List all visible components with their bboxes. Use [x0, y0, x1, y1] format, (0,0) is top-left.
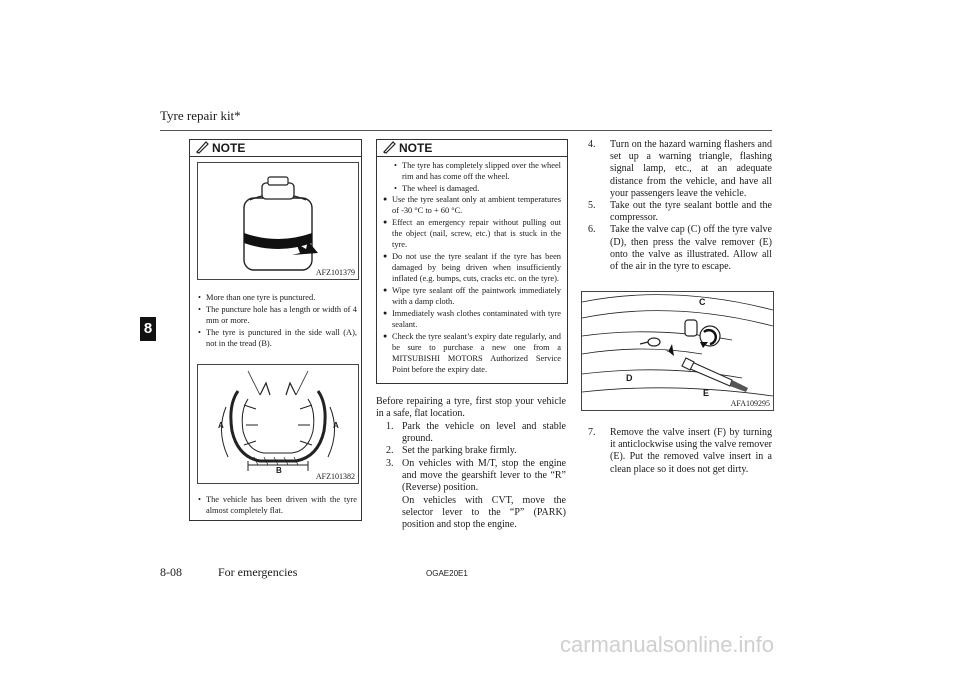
- list-item: ● Wipe tyre sealant off the paintwork immediately with a damp cloth.: [383, 285, 561, 307]
- list-item: ● Check the tyre sealant’s expiry date regularly, and be sure to purchase a new one from a MITSUBISHI MOTORS Authorized Service Point before the expiry date.: [383, 331, 561, 375]
- note-pencil-icon: [196, 141, 209, 157]
- watermark-text: carmanualsonline.info: [560, 632, 775, 657]
- list-item: • The puncture hole has a length or width of 4 mm or more.: [197, 304, 357, 326]
- note-label: NOTE: [212, 141, 246, 155]
- label-c: C: [699, 297, 706, 307]
- label-d: D: [626, 373, 633, 383]
- label-e: E: [703, 388, 710, 398]
- note2-dot-items: [383, 194, 561, 376]
- header-rule: [160, 130, 772, 131]
- intro-paragraph: Before repairing a tyre, first stop your vehicle in a safe, flat location.: [376, 396, 566, 420]
- step3-extra: On vehicles with CVT, move the selector lever to the “P” (PARK) position and stop the engine.: [402, 495, 566, 531]
- step-item: 3. On vehicles with M/T, stop the engine and move the gearshift lever to the “R” (Reverse) position.: [386, 457, 566, 494]
- label-b: B: [276, 466, 282, 475]
- steps-right-b: [584, 427, 772, 476]
- note-header: [377, 140, 567, 157]
- label-a-left: A: [218, 421, 224, 430]
- footer-page-number: 8-08: [160, 565, 182, 579]
- list-item: ● Use the tyre sealant only at ambient temperatures of -30 °C to + 60 °C.: [383, 194, 561, 216]
- step-item: 6. Take the valve cap (C) off the tyre valve (D), then press the valve remover (E) onto the valve as illustrated. Allow all of the air in the tyre to escape.: [588, 224, 772, 273]
- list-item: • The tyre is punctured in the side wall (A), not in the tread (B).: [197, 327, 357, 349]
- figure-valve: [581, 291, 774, 411]
- footer-doc-code: OGAE20E1: [426, 569, 468, 578]
- list-item: • The wheel is damaged.: [393, 183, 561, 194]
- step-item: 5. Take out the tyre sealant bottle and the compressor.: [588, 200, 772, 224]
- step-item: 2. Set the parking brake firmly.: [386, 445, 517, 457]
- note2-bullets: [393, 160, 561, 195]
- list-item: ● Do not use the tyre sealant if the tyre has been damaged by being driven when insufficiently inflated (e.g. bumps, cuts, cracks etc. on the tyre).: [383, 251, 561, 284]
- figure-tyre-cross-section: [197, 364, 359, 484]
- step-item: 1. Park the vehicle on level and stable ground.: [386, 421, 566, 445]
- note-box-left: [189, 139, 362, 521]
- sealant-bottle-illustration: [198, 163, 358, 279]
- list-item: ● Effect an emergency repair without pulling out the object (nail, screw, etc.) that is stuck in the tyre.: [383, 217, 561, 250]
- section-tab: 8: [140, 317, 156, 341]
- list-item: • The tyre has completely slipped over the wheel rim and has come off the wheel.: [393, 160, 561, 182]
- steps-left: [376, 421, 566, 494]
- note-label: NOTE: [399, 141, 433, 155]
- note-bullets-b: [197, 494, 357, 517]
- footer-section-title: For emergencies: [218, 565, 298, 579]
- note-box-middle: [376, 139, 568, 384]
- step-item: 4. Turn on the hazard warning flashers and set up a warning triangle, flashing signal lamp, etc., at an adequate distance from the vehicle, and have all your passengers leave the vehicle.: [588, 139, 772, 199]
- figure-id-tyre: AFZ101382: [315, 472, 355, 481]
- valve-illustration: [582, 292, 773, 410]
- steps-right: [584, 139, 772, 273]
- list-item: • More than one tyre is punctured.: [197, 292, 357, 303]
- page-header-title: Tyre repair kit*: [160, 108, 241, 123]
- list-item: ● Immediately wash clothes contaminated with tyre sealant.: [383, 308, 561, 330]
- note-pencil-icon: [383, 141, 396, 157]
- figure-id-valve: AFA109295: [730, 399, 770, 408]
- figure-sealant-bottle: [197, 162, 359, 280]
- note-header: [190, 140, 361, 157]
- step-item: 7. Remove the valve insert (F) by turning it anticlockwise using the valve remover (E). Put the removed valve insert in a clean place so it does not get dirty.: [588, 427, 772, 475]
- note-bullets-a: [197, 292, 357, 350]
- figure-id-bottle: AFZ101379: [315, 268, 355, 277]
- list-item: • The vehicle has been driven with the tyre almost completely flat.: [197, 494, 357, 516]
- label-a-right: A: [333, 421, 339, 430]
